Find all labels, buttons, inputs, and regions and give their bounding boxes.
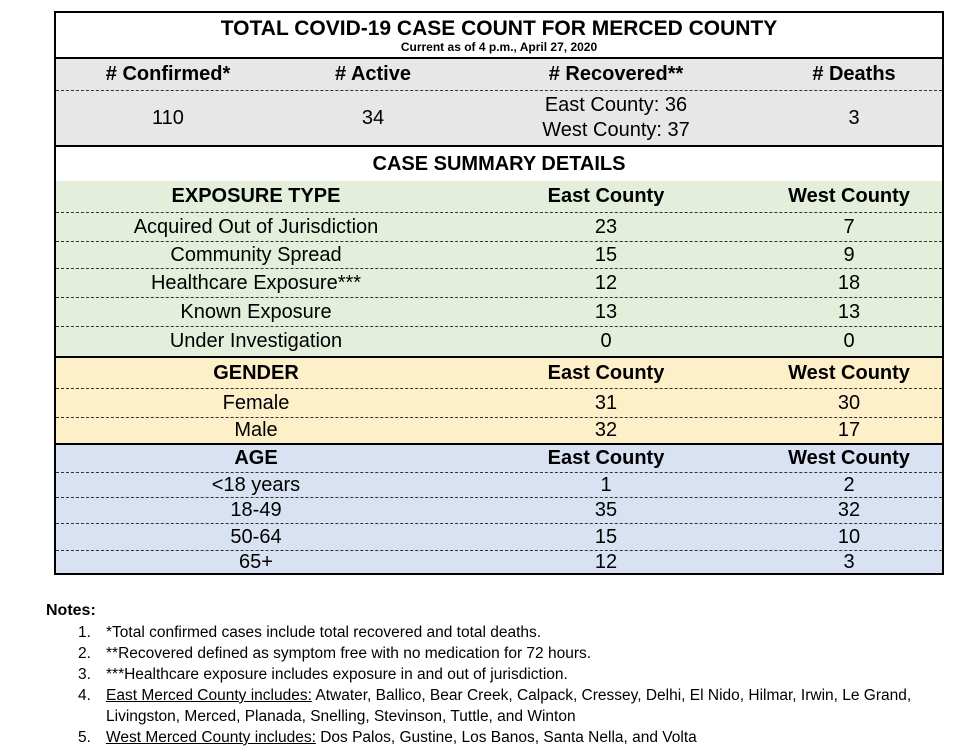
table-row <box>56 327 942 358</box>
age-header: AGE <box>234 447 278 469</box>
exposure-east-value: 0 <box>600 330 612 352</box>
deaths-value: 3 <box>848 106 860 129</box>
exposure-west-value: 7 <box>843 215 855 238</box>
notes-section <box>46 600 946 748</box>
note-item <box>46 622 946 643</box>
gender-header: GENDER <box>213 361 299 384</box>
case-count-table <box>54 11 944 575</box>
summary-title-row <box>56 147 942 181</box>
exposure-east-value: 15 <box>594 243 618 266</box>
age-east-header: East County <box>547 447 665 469</box>
note-item <box>46 727 946 748</box>
table-row <box>56 473 942 498</box>
exposure-west-value: 9 <box>843 243 855 266</box>
recovered-header: # Recovered** <box>548 63 684 85</box>
age-west-value: 32 <box>837 499 861 521</box>
note-text: **Recovered defined as symptom free with no medication for 72 hours. <box>106 645 592 662</box>
exposure-east-value: 13 <box>594 300 618 323</box>
active-value: 34 <box>361 106 385 129</box>
note-item <box>46 664 946 685</box>
age-east-value: 12 <box>594 550 618 573</box>
recovered-east: East County: 36 <box>544 94 688 116</box>
gender-west-value: 30 <box>837 391 861 414</box>
note-text: ***Healthcare exposure includes exposure in and out of jurisdiction. <box>106 666 568 683</box>
note-number: 4. <box>78 687 91 704</box>
age-label: 50-64 <box>230 525 282 548</box>
recovered-west: West County: 37 <box>542 119 690 141</box>
table-title: TOTAL COVID-19 CASE COUNT FOR MERCED COUNTY <box>220 17 778 40</box>
note-text <box>106 727 946 748</box>
confirmed-header: # Confirmed* <box>105 63 231 85</box>
age-east-value: 1 <box>600 473 612 496</box>
age-header-row <box>56 445 942 473</box>
note-item <box>46 685 946 727</box>
note-list: Atwater, Ballico, Bear Creek, Calpack, Cressey, Delhi, El Nido, Hilmar, Irwin, Le Grand, Livingston, Merced, Planada, Snelling, Stevinson, Tuttle, and Winton <box>106 687 912 725</box>
table-row <box>56 551 942 573</box>
table-row <box>56 418 942 445</box>
exposure-label: Under Investigation <box>169 330 343 352</box>
note-list: Dos Palos, Gustine, Los Banos, Santa Nella, and Volta <box>315 729 697 746</box>
recovered-value <box>466 91 766 145</box>
note-prefix: East Merced County includes: <box>106 687 312 704</box>
age-west-header: West County <box>788 447 910 469</box>
exposure-west-value: 0 <box>843 330 855 352</box>
gender-label: Male <box>234 419 278 441</box>
exposure-label: Healthcare Exposure*** <box>150 271 362 294</box>
exposure-east-header: East County <box>547 185 665 207</box>
note-number: 1. <box>78 624 91 641</box>
table-row <box>56 389 942 418</box>
summary-title: CASE SUMMARY DETAILS <box>372 152 626 175</box>
exposure-west-header: West County <box>788 185 910 207</box>
age-label: <18 years <box>211 473 301 496</box>
age-label: 18-49 <box>230 499 282 521</box>
gender-west-value: 17 <box>837 419 861 441</box>
age-label: 65+ <box>239 550 273 573</box>
table-row <box>56 524 942 551</box>
table-row <box>56 298 942 327</box>
age-west-value: 2 <box>843 473 855 496</box>
gender-west-header: West County <box>788 361 910 384</box>
exposure-label: Community Spread <box>170 243 342 266</box>
gender-east-value: 32 <box>594 419 618 441</box>
note-text: *Total confirmed cases include total recovered and total deaths. <box>106 624 542 641</box>
exposure-type-header: EXPOSURE TYPE <box>171 185 341 207</box>
age-west-value: 3 <box>843 550 855 573</box>
note-number: 2. <box>78 645 91 662</box>
note-prefix: West Merced County includes: <box>106 729 316 746</box>
exposure-header-row <box>56 181 942 213</box>
note-text <box>106 685 946 727</box>
notes-title: Notes: <box>46 602 96 619</box>
gender-label: Female <box>222 391 290 414</box>
exposure-label: Acquired Out of Jurisdiction <box>133 215 379 238</box>
gender-header-row <box>56 358 942 389</box>
note-number: 5. <box>78 729 91 746</box>
age-west-value: 10 <box>837 525 861 548</box>
confirmed-value: 110 <box>152 106 184 129</box>
age-east-value: 35 <box>594 499 618 521</box>
totals-header-row <box>56 59 942 91</box>
active-header: # Active <box>335 63 411 85</box>
deaths-header: # Deaths <box>812 63 896 85</box>
exposure-label: Known Exposure <box>180 300 332 323</box>
gender-east-header: East County <box>547 361 665 384</box>
table-title-row <box>56 13 942 59</box>
table-row <box>56 213 942 242</box>
exposure-east-value: 23 <box>594 215 618 238</box>
table-row <box>56 498 942 524</box>
table-row <box>56 269 942 298</box>
note-number: 3. <box>78 666 91 683</box>
exposure-west-value: 13 <box>837 300 861 323</box>
totals-values-row <box>56 91 942 147</box>
table-subtitle: Current as of 4 p.m., April 27, 2020 <box>400 40 598 54</box>
note-item <box>46 643 946 664</box>
exposure-east-value: 12 <box>594 271 618 294</box>
gender-east-value: 31 <box>594 391 618 414</box>
table-row <box>56 242 942 269</box>
exposure-west-value: 18 <box>837 271 861 294</box>
age-east-value: 15 <box>594 525 618 548</box>
